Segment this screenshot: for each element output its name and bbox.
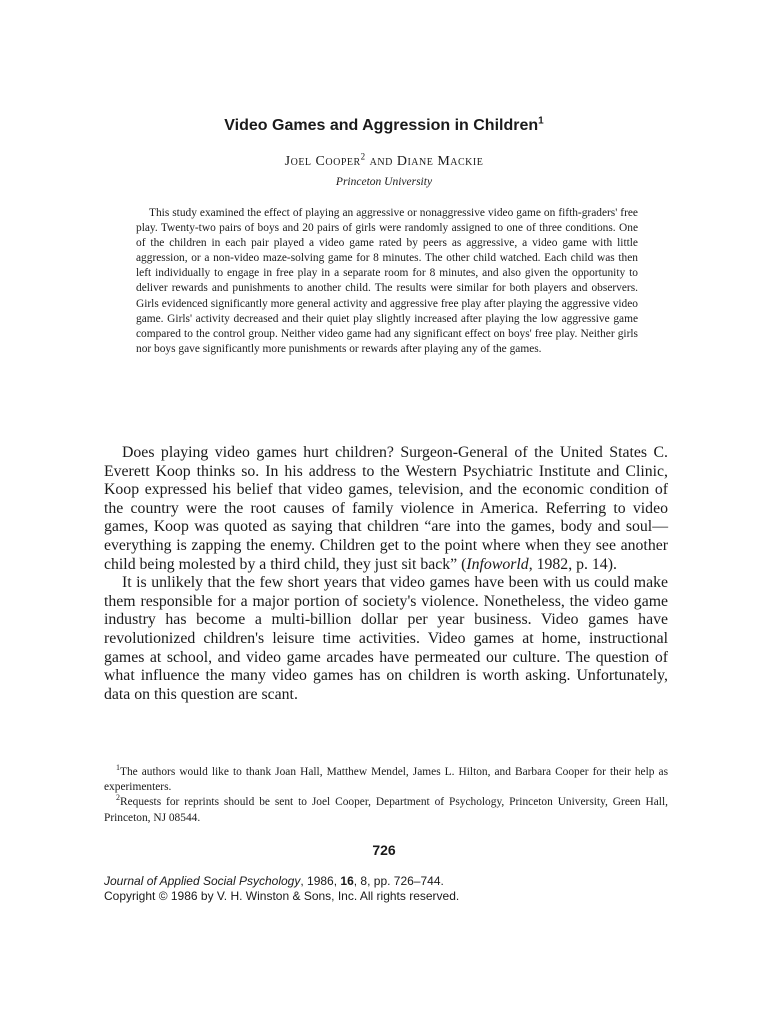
- citation-volume: 16: [340, 874, 354, 888]
- paragraph-1-text: Does playing video games hurt children? Surgeon-General of the United States C. Everett Koop thinks so. In his address to the Western Psychiatric Institute and Clinic, Koop expressed his belief that video games, television, and the economic condition of the country were the root causes of family violence in America. Referring to video games, Koop was quoted as saying that children “are into the games, body and soul—everything is zapping the enemy. Children get to the point where when they see another child being molested by a third child, they just sit back” (: [104, 444, 668, 573]
- footnotes: [104, 765, 668, 826]
- article-title: [0, 116, 768, 136]
- author-line: [0, 153, 768, 171]
- copyright-line: Copyright © 1986 by V. H. Winston & Sons, Inc. All rights reserved.: [104, 889, 460, 903]
- page-number: 726: [372, 842, 396, 858]
- body-paragraph-1: [104, 444, 668, 574]
- author-second: Diane Mackie: [396, 154, 484, 169]
- author-affiliation: Princeton University: [335, 176, 433, 188]
- abstract: This study examined the effect of playing an aggressive or nonaggressive video game on fifth-graders' free play. Twenty-two pairs of boys and 20 pairs of girls were randomly assigned to one of three conditions. One of the children in each pair played a video game rated by peers as aggressive, a video game with little aggression, or a non-video maze-solving game for 8 minutes. The other child watched. Each child was then left individually to engage in free play in a separate room for 8 minutes, and also given the opportunity to deliver rewards and punishments to another child. The results were similar for both players and observers. Girls evidenced significantly more general activity and aggressive free play after playing the aggressive video game. Girls' activity decreased and their quiet play slightly increased after playing the low aggressive game compared to the control group. Neither video game had any significant effect on boys' free play. Neither girls nor boys gave significantly more punishments or rewards after playing any of the games.: [136, 207, 638, 355]
- article-title-text: Video Games and Aggression in Children: [224, 117, 539, 134]
- journal-citation: [104, 874, 664, 904]
- footnote-2-text: Requests for reprints should be sent to Joel Cooper, Department of Psychology, Princeton University, Green Hall, Princeton, NJ 08544.: [104, 796, 668, 824]
- paragraph-1-citation-tail: , 1982, p. 14).: [528, 555, 617, 573]
- journal-name: Journal of Applied Social Psychology: [104, 874, 301, 888]
- author-conjunction: and: [369, 154, 393, 169]
- body-paragraph-2: It is unlikely that the few short years that video games have been with us could make them responsible for a major portion of society's violence. Nonetheless, the video game industry has become a multi-billion dollar per year business. Video games have revolutionized children's leisure time activities. Video games at home, instructional games at school, and video game arcades have permeated our culture. The question of what influence the many video games has on children is worth asking. Unfortunately, data on this question are scant.: [104, 574, 668, 703]
- author-footnote-mark: 2: [360, 151, 366, 162]
- footnote-1-text: The authors would like to thank Joan Hall, Matthew Mendel, James L. Hilton, and Barbara Cooper for their help as experimenters.: [104, 766, 668, 794]
- footnote-1: [104, 765, 668, 795]
- citation-year: 1986: [307, 874, 334, 888]
- citation-issue-pages: 8, pp. 726–744.: [360, 874, 444, 888]
- title-footnote-mark: 1: [538, 115, 544, 127]
- source-citation-title: Infoworld: [466, 555, 529, 573]
- citation-line: Journal of Applied Social Psychology, 1986, 16, 8, pp. 726–744.: [104, 874, 444, 888]
- footnote-2: [104, 795, 668, 825]
- footnote-1-mark: 1: [116, 763, 120, 773]
- body-text: [104, 444, 668, 704]
- author-first: Joel Cooper: [284, 154, 361, 169]
- footnote-2-mark: 2: [116, 793, 120, 803]
